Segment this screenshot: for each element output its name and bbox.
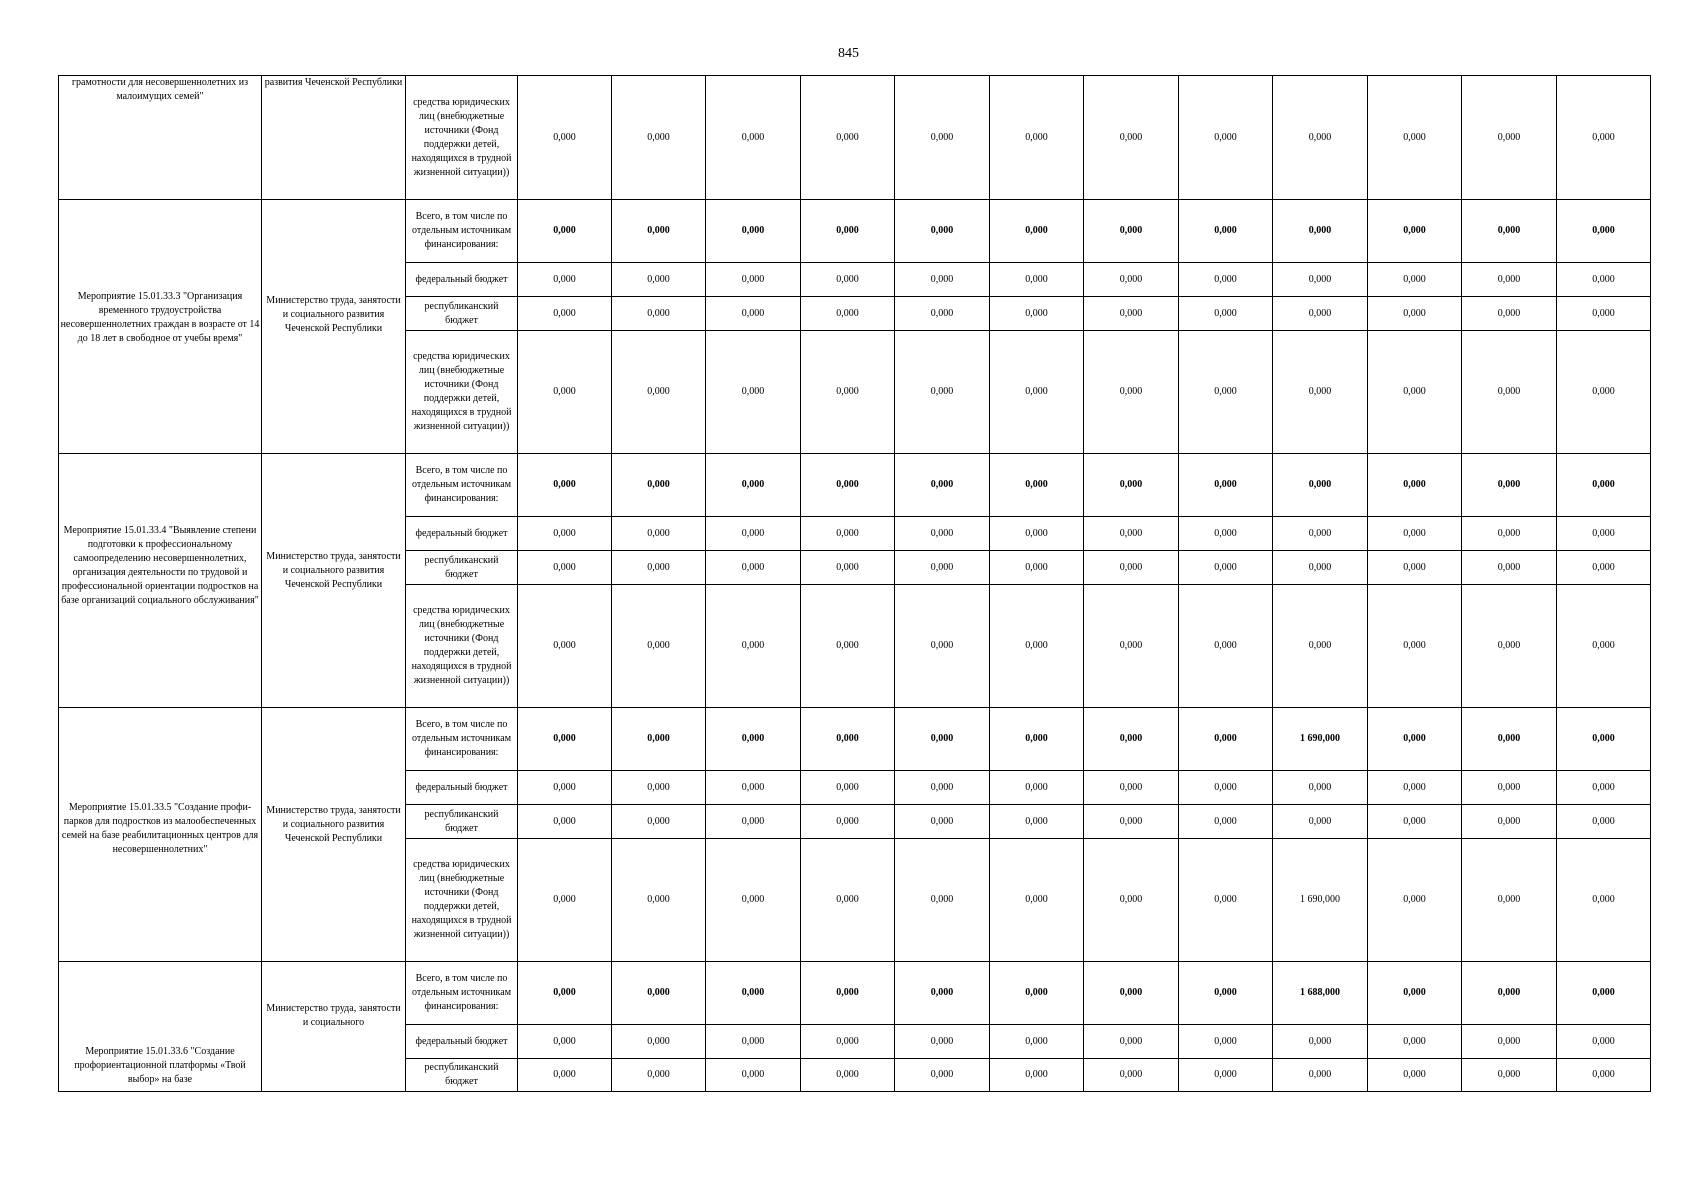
value-cell: 0,000 (706, 1025, 801, 1059)
page-number: 845 (838, 46, 859, 61)
funding-source: республиканский бюджет (406, 1059, 518, 1092)
activity-text: Мероприятие 15.01.33.6 "Создание профориентационной платформы «Твой выбор» на базе (74, 1046, 246, 1085)
value-cell: 0,000 (706, 297, 801, 331)
value-cell: 0,000 (1368, 585, 1462, 708)
funding-source: Всего, в том числе по отдельным источникам финансирования: (406, 708, 518, 771)
value-cell: 0,000 (801, 200, 895, 263)
value-cell: 0,000 (1084, 551, 1179, 585)
value-cell: 0,000 (990, 962, 1084, 1025)
value-cell: 0,000 (1557, 962, 1651, 1025)
value-cell: 0,000 (1273, 454, 1368, 517)
value-cell: 0,000 (1179, 454, 1273, 517)
funding-source: средства юридических лиц (внебюджетные источники (Фонд поддержки детей, находящихся в трудной жизненной ситуации)) (406, 76, 518, 200)
value-cell: 0,000 (1368, 551, 1462, 585)
value-cell: 0,000 (1557, 585, 1651, 708)
value-cell: 0,000 (1179, 297, 1273, 331)
value-cell: 0,000 (1084, 805, 1179, 839)
value-cell: 0,000 (706, 454, 801, 517)
value-cell: 0,000 (990, 331, 1084, 454)
value-cell: 0,000 (1462, 805, 1557, 839)
value-cell: 0,000 (1462, 1025, 1557, 1059)
value-cell: 0,000 (518, 771, 612, 805)
funding-source: Всего, в том числе по отдельным источникам финансирования: (406, 962, 518, 1025)
executor-text: Министерство труда, занятости и социального развития Чеченской Республики (266, 295, 401, 334)
executor-cell (262, 708, 406, 962)
value-cell: 0,000 (1273, 517, 1368, 551)
value-cell: 0,000 (1084, 1059, 1179, 1092)
value-cell: 0,000 (1368, 297, 1462, 331)
value-cell: 0,000 (1084, 962, 1179, 1025)
value-cell: 0,000 (895, 200, 990, 263)
value-cell: 0,000 (1084, 454, 1179, 517)
value-cell: 0,000 (1273, 263, 1368, 297)
value-cell: 0,000 (518, 517, 612, 551)
funding-source: федеральный бюджет (406, 771, 518, 805)
value-cell: 0,000 (1557, 771, 1651, 805)
value-cell: 0,000 (1084, 331, 1179, 454)
value-cell: 0,000 (895, 839, 990, 962)
value-cell: 0,000 (1462, 263, 1557, 297)
value-cell: 0,000 (1368, 1025, 1462, 1059)
value-cell: 0,000 (801, 962, 895, 1025)
value-cell: 0,000 (518, 839, 612, 962)
value-cell: 1 688,000 (1273, 962, 1368, 1025)
value-cell: 0,000 (518, 805, 612, 839)
value-cell: 0,000 (895, 331, 990, 454)
value-cell: 0,000 (1084, 263, 1179, 297)
value-cell: 0,000 (612, 551, 706, 585)
value-cell: 0,000 (1084, 200, 1179, 263)
value-cell: 0,000 (1557, 1059, 1651, 1092)
value-cell: 0,000 (1462, 1059, 1557, 1092)
table-row (59, 454, 1651, 517)
value-cell: 0,000 (990, 297, 1084, 331)
value-cell: 0,000 (1273, 805, 1368, 839)
value-cell: 0,000 (801, 1059, 895, 1092)
value-cell: 0,000 (895, 805, 990, 839)
value-cell: 0,000 (895, 962, 990, 1025)
executor-text: Министерство труда, занятости и социального развития Чеченской Республики (266, 551, 401, 590)
budget-table (58, 75, 1651, 1092)
value-cell: 0,000 (1557, 200, 1651, 263)
value-cell: 0,000 (1084, 1025, 1179, 1059)
value-cell: 0,000 (1084, 771, 1179, 805)
value-cell: 0,000 (1462, 454, 1557, 517)
value-cell: 0,000 (518, 962, 612, 1025)
funding-source: средства юридических лиц (внебюджетные источники (Фонд поддержки детей, находящихся в трудной жизненной ситуации)) (406, 331, 518, 454)
value-cell: 0,000 (801, 76, 895, 200)
activity-text: Мероприятие 15.01.33.4 "Выявление степени подготовки к профессиональному самоопределению несовершеннолетних, организация деятельности по трудовой и профессиональной ориентации подростков на базе организаций социального обслуживания" (61, 525, 259, 606)
value-cell: 0,000 (990, 585, 1084, 708)
value-cell: 0,000 (518, 297, 612, 331)
value-cell: 0,000 (1462, 517, 1557, 551)
value-cell: 0,000 (801, 331, 895, 454)
funding-source: Всего, в том числе по отдельным источникам финансирования: (406, 200, 518, 263)
value-cell: 0,000 (895, 263, 990, 297)
value-cell: 0,000 (612, 263, 706, 297)
value-cell: 0,000 (1557, 263, 1651, 297)
funding-source: Всего, в том числе по отдельным источникам финансирования: (406, 454, 518, 517)
table-row (59, 76, 1651, 200)
value-cell: 0,000 (1368, 708, 1462, 771)
executor-cell (262, 76, 406, 200)
value-cell: 0,000 (1462, 297, 1557, 331)
value-cell: 0,000 (1462, 771, 1557, 805)
funding-source: средства юридических лиц (внебюджетные источники (Фонд поддержки детей, находящихся в трудной жизненной ситуации)) (406, 585, 518, 708)
value-cell: 0,000 (1179, 962, 1273, 1025)
value-cell: 0,000 (990, 263, 1084, 297)
value-cell: 0,000 (1179, 263, 1273, 297)
value-cell: 0,000 (895, 297, 990, 331)
funding-source: республиканский бюджет (406, 297, 518, 331)
value-cell: 0,000 (518, 263, 612, 297)
value-cell: 0,000 (612, 297, 706, 331)
value-cell: 0,000 (801, 708, 895, 771)
executor-cell (262, 200, 406, 454)
value-cell: 0,000 (990, 839, 1084, 962)
value-cell: 0,000 (895, 76, 990, 200)
value-cell: 0,000 (612, 200, 706, 263)
table-body (59, 76, 1651, 1092)
value-cell: 0,000 (1368, 200, 1462, 263)
activity-cell (59, 200, 262, 454)
activity-text: грамотности для несовершеннолетних из малоимущих семей" (71, 77, 249, 102)
funding-source: федеральный бюджет (406, 517, 518, 551)
value-cell: 0,000 (1179, 200, 1273, 263)
value-cell: 0,000 (801, 839, 895, 962)
funding-source: федеральный бюджет (406, 1025, 518, 1059)
value-cell: 0,000 (1084, 585, 1179, 708)
value-cell: 0,000 (518, 76, 612, 200)
value-cell: 0,000 (1273, 1025, 1368, 1059)
value-cell: 0,000 (801, 551, 895, 585)
value-cell: 0,000 (895, 585, 990, 708)
value-cell: 0,000 (518, 1025, 612, 1059)
value-cell: 0,000 (1179, 708, 1273, 771)
value-cell: 0,000 (1368, 771, 1462, 805)
value-cell: 0,000 (1273, 585, 1368, 708)
executor-text: Министерство труда, занятости и социального (266, 1003, 401, 1028)
value-cell: 0,000 (518, 454, 612, 517)
activity-cell (59, 708, 262, 962)
value-cell: 0,000 (1179, 517, 1273, 551)
value-cell: 0,000 (518, 331, 612, 454)
executor-text: развития Чеченской Республики (264, 77, 403, 88)
value-cell: 0,000 (1368, 517, 1462, 551)
value-cell: 0,000 (895, 708, 990, 771)
value-cell: 0,000 (1368, 1059, 1462, 1092)
value-cell: 0,000 (1273, 200, 1368, 263)
value-cell: 0,000 (801, 517, 895, 551)
value-cell: 0,000 (1273, 1059, 1368, 1092)
value-cell: 0,000 (1084, 76, 1179, 200)
value-cell: 0,000 (801, 297, 895, 331)
value-cell: 0,000 (1084, 839, 1179, 962)
value-cell: 0,000 (612, 805, 706, 839)
value-cell: 0,000 (1179, 551, 1273, 585)
value-cell: 0,000 (706, 517, 801, 551)
value-cell: 0,000 (1273, 297, 1368, 331)
value-cell: 0,000 (1462, 585, 1557, 708)
value-cell: 0,000 (1557, 517, 1651, 551)
activity-cell (59, 76, 262, 200)
value-cell: 0,000 (706, 771, 801, 805)
value-cell: 0,000 (1368, 76, 1462, 200)
value-cell: 0,000 (1557, 1025, 1651, 1059)
value-cell: 0,000 (1179, 839, 1273, 962)
value-cell: 0,000 (1557, 805, 1651, 839)
value-cell: 0,000 (518, 708, 612, 771)
value-cell: 0,000 (706, 805, 801, 839)
value-cell: 0,000 (612, 962, 706, 1025)
funding-source: республиканский бюджет (406, 805, 518, 839)
value-cell: 0,000 (706, 708, 801, 771)
value-cell: 0,000 (1084, 297, 1179, 331)
value-cell: 0,000 (990, 76, 1084, 200)
value-cell: 0,000 (612, 839, 706, 962)
value-cell: 0,000 (612, 517, 706, 551)
value-cell: 0,000 (1462, 962, 1557, 1025)
value-cell: 0,000 (1179, 1025, 1273, 1059)
value-cell: 0,000 (990, 708, 1084, 771)
value-cell: 0,000 (1273, 551, 1368, 585)
value-cell: 0,000 (895, 1059, 990, 1092)
value-cell: 0,000 (895, 454, 990, 517)
value-cell: 0,000 (1557, 331, 1651, 454)
value-cell: 0,000 (895, 517, 990, 551)
value-cell: 0,000 (801, 585, 895, 708)
value-cell: 0,000 (1557, 839, 1651, 962)
value-cell: 0,000 (990, 805, 1084, 839)
value-cell: 0,000 (990, 454, 1084, 517)
value-cell: 0,000 (706, 263, 801, 297)
value-cell: 0,000 (1368, 454, 1462, 517)
value-cell: 0,000 (1273, 76, 1368, 200)
value-cell: 0,000 (518, 1059, 612, 1092)
value-cell: 0,000 (612, 585, 706, 708)
value-cell: 0,000 (1462, 76, 1557, 200)
value-cell: 0,000 (801, 771, 895, 805)
value-cell: 0,000 (612, 771, 706, 805)
executor-cell (262, 962, 406, 1092)
value-cell: 0,000 (990, 771, 1084, 805)
activity-cell (59, 454, 262, 708)
value-cell: 0,000 (1273, 331, 1368, 454)
value-cell: 0,000 (1368, 962, 1462, 1025)
value-cell: 0,000 (1179, 805, 1273, 839)
value-cell: 1 690,000 (1273, 839, 1368, 962)
value-cell: 0,000 (612, 76, 706, 200)
value-cell: 0,000 (801, 454, 895, 517)
value-cell: 0,000 (1557, 76, 1651, 200)
value-cell: 0,000 (990, 551, 1084, 585)
value-cell: 0,000 (895, 1025, 990, 1059)
funding-source: средства юридических лиц (внебюджетные источники (Фонд поддержки детей, находящихся в трудной жизненной ситуации)) (406, 839, 518, 962)
value-cell: 0,000 (1273, 771, 1368, 805)
funding-source: республиканский бюджет (406, 551, 518, 585)
value-cell: 0,000 (1557, 297, 1651, 331)
value-cell: 0,000 (1179, 331, 1273, 454)
value-cell: 0,000 (1179, 76, 1273, 200)
value-cell: 0,000 (1462, 839, 1557, 962)
value-cell: 0,000 (706, 76, 801, 200)
value-cell: 0,000 (518, 551, 612, 585)
value-cell: 0,000 (612, 331, 706, 454)
value-cell: 0,000 (518, 200, 612, 263)
value-cell: 0,000 (1557, 708, 1651, 771)
value-cell: 0,000 (706, 200, 801, 263)
value-cell: 0,000 (612, 1059, 706, 1092)
value-cell: 0,000 (518, 585, 612, 708)
value-cell: 0,000 (1557, 454, 1651, 517)
value-cell: 0,000 (801, 263, 895, 297)
value-cell: 0,000 (1084, 708, 1179, 771)
value-cell: 0,000 (1179, 1059, 1273, 1092)
value-cell: 0,000 (1462, 551, 1557, 585)
value-cell: 1 690,000 (1273, 708, 1368, 771)
value-cell: 0,000 (1084, 517, 1179, 551)
value-cell: 0,000 (706, 331, 801, 454)
value-cell: 0,000 (1462, 331, 1557, 454)
value-cell: 0,000 (1557, 551, 1651, 585)
value-cell: 0,000 (1368, 331, 1462, 454)
table-row (59, 708, 1651, 771)
value-cell: 0,000 (1462, 200, 1557, 263)
value-cell: 0,000 (990, 200, 1084, 263)
value-cell: 0,000 (1368, 805, 1462, 839)
value-cell: 0,000 (1179, 771, 1273, 805)
funding-source: федеральный бюджет (406, 263, 518, 297)
value-cell: 0,000 (990, 1059, 1084, 1092)
executor-cell (262, 454, 406, 708)
table-row (59, 962, 1651, 1025)
value-cell: 0,000 (1462, 708, 1557, 771)
activity-text: Мероприятие 15.01.33.5 "Создание профи-парков для подростков из малообеспеченных семей на базе реабилитационных центров для несовершеннолетних" (61, 802, 259, 855)
value-cell: 0,000 (1368, 839, 1462, 962)
value-cell: 0,000 (706, 585, 801, 708)
value-cell: 0,000 (801, 805, 895, 839)
executor-text: Министерство труда, занятости и социального развития Чеченской Республики (266, 805, 401, 844)
value-cell: 0,000 (895, 771, 990, 805)
table-row (59, 200, 1651, 263)
value-cell: 0,000 (612, 454, 706, 517)
activity-text: Мероприятие 15.01.33.3 "Организация временного трудоустройства несовершеннолетних граждан в возрасте от 14 до 18 лет в свободное от учебы время" (60, 291, 260, 344)
value-cell: 0,000 (990, 1025, 1084, 1059)
value-cell: 0,000 (706, 962, 801, 1025)
value-cell: 0,000 (990, 517, 1084, 551)
value-cell: 0,000 (801, 1025, 895, 1059)
value-cell: 0,000 (612, 708, 706, 771)
activity-cell (59, 962, 262, 1092)
value-cell: 0,000 (895, 551, 990, 585)
value-cell: 0,000 (706, 1059, 801, 1092)
value-cell: 0,000 (612, 1025, 706, 1059)
value-cell: 0,000 (706, 839, 801, 962)
value-cell: 0,000 (706, 551, 801, 585)
value-cell: 0,000 (1368, 263, 1462, 297)
value-cell: 0,000 (1179, 585, 1273, 708)
